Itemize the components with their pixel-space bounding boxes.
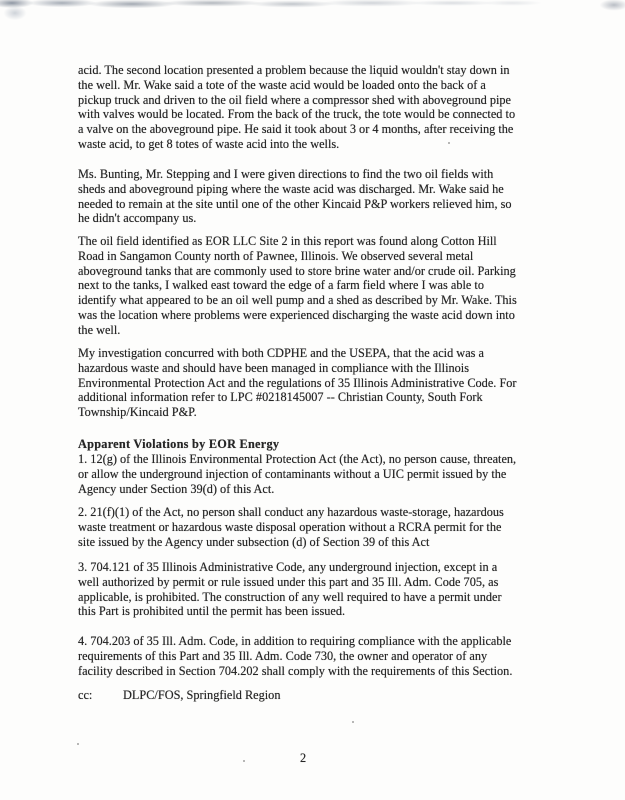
text-line: he didn't accompany us. — [78, 211, 197, 226]
text-line: site issued by the Agency under subsection (d) of Section 39 of this Act — [78, 534, 430, 549]
cc-label: cc: — [78, 688, 93, 702]
text-line: a valve on the aboveground pipe. He said it took about 3 or 4 months, after receiving the — [78, 122, 514, 136]
paragraph-2 — [78, 167, 512, 226]
text-line: was the location where problems were experienced discharging the waste acid down into — [78, 307, 515, 322]
text-line: Road in Sangamon County north of Pawnee, Illinois. We observed several metal — [78, 248, 474, 263]
text-line: with valves would be located. From the back of the truck, the tote would be connected to — [78, 107, 516, 122]
page-number: 2 — [300, 751, 307, 765]
text-line: Environmental Protection Act and the regulations of 35 Illinois Administrative Code. For — [78, 375, 517, 390]
paragraph-1 — [78, 63, 515, 152]
text-line: hazardous waste and should have been managed in compliance with the Illinois — [78, 360, 469, 375]
text-line: well authorized by permit or rule issued under this part and 35 Ill. Adm. Code 705, as — [78, 574, 499, 589]
text-line: 1. 12(g) of the Illinois Environmental Protection Act (the Act), no person cause, threaten, — [78, 452, 517, 466]
text-line: next to the tanks, I walked east toward the edge of a farm field where I was able to — [78, 278, 484, 293]
text-line: The oil field identified as EOR LLC Site 2 in this report was found along Cotton Hill — [78, 234, 497, 248]
text-line: facility described in Section 704.202 shall comply with the requirements of this Section. — [78, 663, 513, 678]
text-line: 2. 21(f)(1) of the Act, no person shall conduct any hazardous waste-storage, hazardous — [78, 505, 504, 519]
text-line: applicable, is prohibited. The construction of any well required to have a permit under — [78, 589, 502, 604]
violations-heading: Apparent Violations by EOR Energy — [78, 437, 280, 451]
text-line: Agency under Section 39(d) of this Act. — [78, 481, 275, 496]
text-line: this Part is prohibited until the permit has been issued. — [78, 604, 346, 619]
text-line: the well. Mr. Wake said a tote of the waste acid would be loaded onto the back of a — [78, 77, 486, 92]
text-line: pickup truck and driven to the oil field where a compressor shed with aboveground pipe — [78, 92, 512, 107]
violation-item-3 — [78, 560, 502, 619]
scan-speck — [243, 760, 245, 762]
violation-item-4 — [78, 634, 512, 678]
text-line: aboveground tanks that are commonly used to store brine water and/or crude oil. Parking — [78, 263, 516, 278]
scan-speck — [352, 721, 354, 723]
text-line: requirements of this Part and 35 Ill. Adm. Code 730, the owner and operator of any — [78, 648, 488, 663]
scan-speck — [77, 743, 79, 745]
text-line: the well. — [78, 322, 121, 337]
scan-noise-band — [0, 0, 625, 24]
text-line: Ms. Bunting, Mr. Stepping and I were given directions to find the two oil fields with — [78, 167, 494, 181]
text-line: sheds and aboveground piping where the waste acid was discharged. Mr. Wake said he — [78, 181, 504, 196]
text-line: identify what appeared to be an oil well pump and a shed as described by Mr. Wake. This — [78, 293, 517, 307]
text-line: 3. 704.121 of 35 Illinois Administrative Code, any underground injection, except in a — [78, 560, 498, 574]
text-line: waste acid, to get 8 totes of waste acid into the wells. — [78, 136, 340, 151]
violation-item-2 — [78, 505, 504, 549]
text-line: additional information refer to LPC #0218145007 -- Christian County, South Fork — [78, 390, 483, 405]
cc-value: DLPC/FOS, Springfield Region — [123, 688, 281, 702]
cc-line — [78, 688, 280, 703]
text-line: needed to remain at the site until one of the other Kincaid P&P workers relieved him, so — [78, 196, 512, 211]
text-line: 4. 704.203 of 35 Ill. Adm. Code, in addition to requiring compliance with the applicable — [78, 634, 512, 648]
text-line: acid. The second location presented a problem because the liquid wouldn't stay down in — [78, 63, 510, 77]
violation-item-1 — [78, 452, 516, 496]
text-line: waste treatment or hazardous waste disposal operation without a RCRA permit for the — [78, 519, 502, 534]
text-line: My investigation concurred with both CDPHE and the USEPA, that the acid was a — [78, 346, 484, 360]
text-line: Township/Kincaid P&P. — [78, 405, 197, 419]
paragraph-4 — [78, 346, 517, 420]
text-line: or allow the underground injection of contaminants without a UIC permit issued by the — [78, 466, 507, 481]
paragraph-3 — [78, 234, 517, 337]
